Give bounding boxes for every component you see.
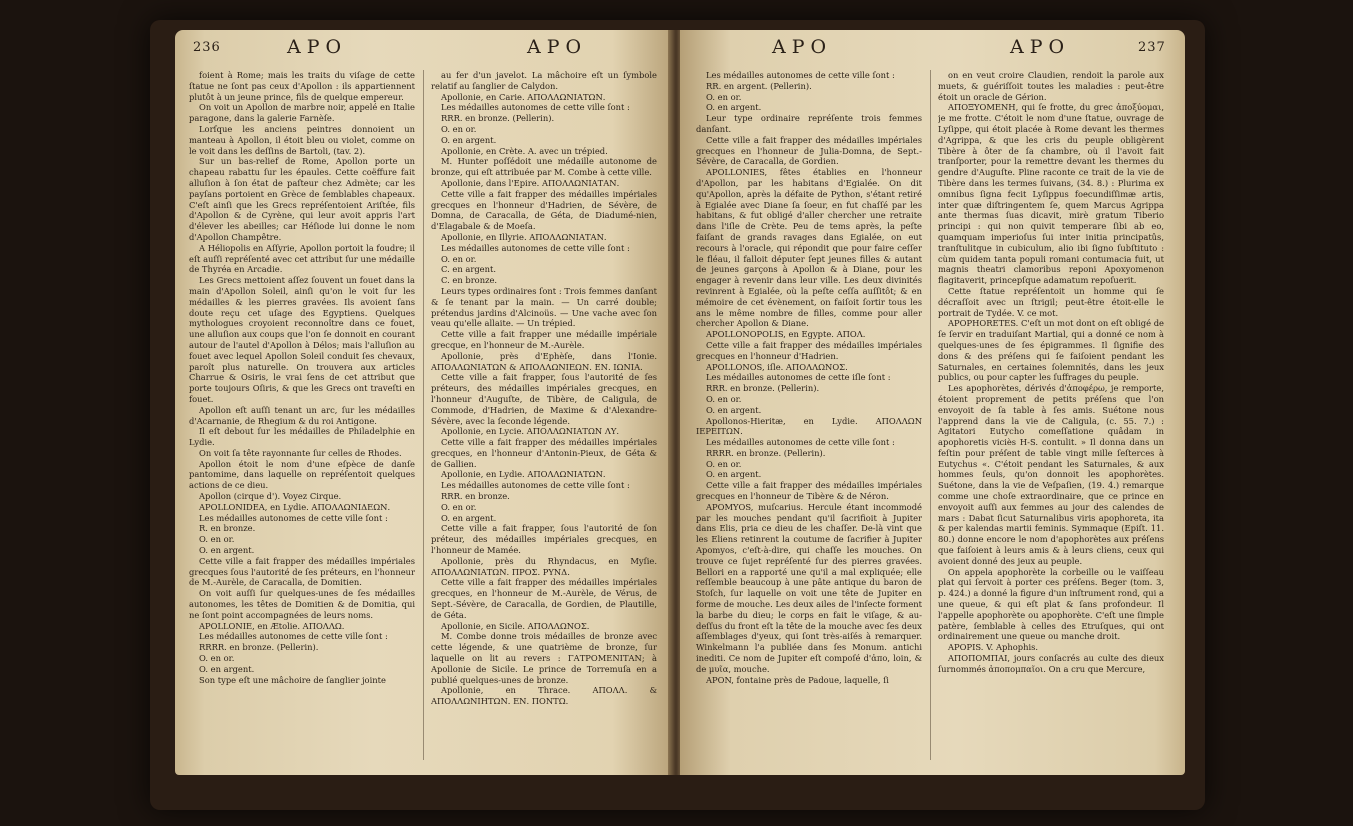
paragraph: O. en or. bbox=[441, 501, 477, 512]
paragraph: Il eſt debout ſur les médailles de Philadelphie en Lydie. bbox=[189, 426, 415, 448]
column-rule bbox=[423, 70, 424, 760]
paragraph: RRR. en bronze. bbox=[441, 491, 510, 502]
left-page-header bbox=[175, 36, 672, 58]
paragraph: Les médailles autonomes de cette ville ſont : bbox=[441, 242, 630, 253]
left-page bbox=[175, 30, 672, 775]
right-page-header bbox=[680, 36, 1185, 58]
left-running-head-left: APO bbox=[287, 36, 348, 58]
paragraph: O. en or. bbox=[441, 123, 477, 134]
paragraph: RRR. en bronze. (Pellerin). bbox=[441, 113, 555, 124]
paragraph: Apollonie, près du Rhyndacus, en Myſie. ΑΠΟΛΛΩΝΙΑΤΩΝ. ΠΡΟΣ. ΡΥΝΔ. bbox=[431, 555, 657, 577]
left-page-number: 236 bbox=[193, 40, 221, 55]
paragraph: O. en or. bbox=[706, 458, 742, 469]
paragraph: O. en argent. bbox=[706, 102, 762, 113]
paragraph: O. en argent. bbox=[441, 512, 497, 523]
paragraph: Cette ville a fait frapper une médaille impériale grecque, en l'honneur de M.-Aurèle. bbox=[431, 329, 657, 350]
paragraph: Apollonie, près d'Ephèſe, dans l'Ionie. ΑΠΟΛΛΩΝΙΑΤΩΝ & ΑΠΟΛΛΩΝΙΕΩΝ. ΕΝ. ΙΩΝΙΑ. bbox=[431, 350, 657, 372]
paragraph: O. en or. bbox=[706, 91, 742, 102]
paragraph: on en veut croire Claudien, rendoit la parole aux muets, & guériſſoit toutes les maladies : peut-être étoit un oracle de Gérion. bbox=[938, 70, 1164, 102]
paragraph: Les médailles autonomes de cette iſle ſont : bbox=[706, 372, 891, 383]
paragraph: APOLLONIES, fêtes établies en l'honneur d'Apollon, par les habitans d'Egialée. On dit qu'Apollon, après la défaite de Python, s'étant retiré à Egialée avec Diane ſa ſoeur, en fut chaſſé par les habitans, & fut obligé d'aller chercher une retraite dans l'iſle de Crète. Peu de tems après, la peſte faiſant de grands ravages dans Egialée, on eut recours à l'oracle, qui répondit que pour faire ceſſer le fléau, il falloit députer ſept jeunes filles & autant de jeunes garçons à Apollon & à Diane, pour les engager à revenir dans leur ville. Les deux divinités revinrent à Egialée, où la peſte ceſſa auſſitôt; & en mémoire de cet évènement, on faiſoit ſortir tous les ans le même nombre de filles, comme pour aller chercher Apollon & Diane. bbox=[696, 167, 922, 329]
paragraph: Apollon eſt auſſi tenant un arc, ſur les médailles d'Acarnanie, de Rhegium & du roi Antigone. bbox=[189, 404, 415, 426]
paragraph: R. en bronze. bbox=[199, 523, 256, 534]
paragraph: O. en or. bbox=[706, 393, 742, 404]
paragraph: Cette ville a fait frapper, ſous l'autorité de ſon préteur, des médailles impériales grecques, en l'honneur de Mamée. bbox=[431, 523, 657, 556]
paragraph: O. en argent. bbox=[199, 663, 255, 674]
right-page-number: 237 bbox=[1138, 40, 1166, 55]
paragraph: On voit un Apollon de marbre noir, appelé en Italie paragone, dans la galerie Farnèſe. bbox=[189, 102, 415, 124]
paragraph: O. en argent. bbox=[706, 404, 762, 415]
paragraph: C. en bronze. bbox=[441, 275, 498, 286]
paragraph: Les médailles autonomes de cette ville ſont : bbox=[441, 102, 630, 113]
paragraph: Son type eſt une mâchoire de ſanglier jointe bbox=[199, 674, 386, 685]
paragraph: APON, fontaine près de Padoue, laquelle, ſi bbox=[706, 674, 889, 685]
paragraph: APOPIS. V. Aphophis. bbox=[948, 642, 1039, 653]
paragraph: Cette ville a fait frapper, ſous l'autorité de ſes préteurs, des médailles impériales grecques, en l'honneur d'Auguſte, de Tibère, de Caligula, de Commode, d'Hadrien, de Maxime & d'Alexandre-Sévère, avec la ſeconde légende. bbox=[431, 372, 657, 426]
paragraph: On voit auſſi ſur quelques-unes de ſes médailles autonomes, les têtes de Domitien & de Domitia, qui ne ſont point accompagnées de leurs noms. bbox=[189, 588, 415, 620]
paragraph: Apollonie, en Carie. ΑΠΟΛΛΩΝΙΑΤΩΝ. bbox=[441, 91, 606, 102]
paragraph: APOLLONIDEA, en Lydie. ΑΠΟΛΛΩΝΙΔΕΩΝ. bbox=[199, 501, 391, 512]
paragraph: Leurs types ordinaires ſont : Trois femmes danſant & ſe tenant par la main. — Un carré double; prétendus jardins d'Alcinoüs. — Une vache avec ſon veau qu'elle allaite. — Un trépied. bbox=[431, 285, 657, 329]
paragraph: APOLLONOPOLIS, en Egypte. ΑΠΟΛ. bbox=[706, 329, 866, 340]
paragraph: O. en argent. bbox=[199, 545, 255, 556]
paragraph: O. en argent. bbox=[706, 469, 762, 480]
paragraph: Apollonie, en Lycie. ΑΠΟΛΛΩΝΙΑΤΩΝ ΛΥ. bbox=[441, 426, 620, 437]
paragraph: Apollonie, en Illyrie. ΑΠΟΛΛΩΝΙΑΤΑΝ. bbox=[441, 231, 607, 242]
paragraph: Les médailles autonomes de cette ville ſont : bbox=[706, 70, 895, 80]
paragraph: APOMYOS, muſcarius. Hercule étant incommodé par les mouches pendant qu'il ſacrifioit à Jupiter dans Elis, pria ce dieu de les chaſſer. De-là vint que les Eliens retinrent la coutume de ſacrifier à Jupiter Apomyos, c'eſt-à-dire, qui chaſſe les mouches. On trouve ce ſujet repréſenté ſur des pierres gravées. Bellori en a rapporté une qu'il a mal expliquée; elle reſſemble beaucoup à une pâte antique du baron de Stoſch, ſur laquelle on voit une tête de Jupiter en forme de mouche. Les deux ailes de l'inſecte forment la barbe du dieu; le corps en fait le viſage, & au-deſſus du front eſt la tête de la mouche avec ſes deux aſſemblages d'yeux, qui ſont très-aiſés à remarquer. Winkelmann l'a publiée dans ſes Monum. antichi inediti. Ce nom de Jupiter eſt compoſé d'ἀπο, loin, & de μυῖα, mouche. bbox=[696, 501, 922, 674]
paragraph: Les apophorètes, dérivés d'ἀποφέρω, je remporte, étoient proprement de petits préſens que l'on envoyoit de ſa table à ſes amis. Suétone nous l'apprend dans la vie de Caligula, (c. 55. 7.) : Agitatori Eutycho comeſſatione quâdam in apophoretis viciès H-S. contulit. » Il donna dans un feſtin pour préſent de table vingt mille ſeſterces à Eutychus «. C'étoit pendant les Saturnales, & aux hommes ſeuls, qu'on donnoit les apophorètes. Suétone, dans la vie de Veſpaſien, (19. 4.) remarque comme une choſe extraordinaire, que ce prince en envoyoit auſſi aux femmes au jour des calendes de mars : Dabat ſicut Saturnalibus viris apophoreta, ita & per kalendas martii feminis. Symmaque (Epiſt. 11. 80.) donne encore le nom d'apophorètes aux préſens que faiſoient à leurs amis & à leurs cliens, ceux qui avoient donné des jeux au peuple. bbox=[938, 383, 1164, 566]
paragraph: M. Hunter poſſédoit une médaille autonome de bronze, qui eſt attribuée par M. Combe à cette ville. bbox=[431, 156, 657, 178]
paragraph: ΑΠΟΞΥΟΜΕΝΗ, qui ſe frotte, du grec ἀποξύομαι, je me frotte. C'étoit le nom d'une ſtatue, ouvrage de Lyſippe, qui étoit placée à Rome devant les thermes d'Agrippa, & que les cris du peuple obligèrent Tibère à ôter de ſa chambre, où il l'avoit fait tranſporter, pour la remettre devant les thermes du gendre d'Auguſte. Pline raconte ce trait de la vie de Tibère dans les termes ſuivans, (34. 8.) : Plurima ex omnibus ſigna fecit Lyſippus foecundiſſimæ artis, inter quæ diſtringentem ſe, quem Marcus Agrippa ante thermas ſuas dicavit, mirè gratum Tiberio principi : qui non quivit temperare ſibi ab eo, quamquam imperioſus ſui inter initia principatûs, tranſtulitque in cubiculum, alio ibi ſigno ſubſtituto : cùm quidem tanta populi romani contumacia fuit, ut magnis theatri clamoribus reponi Apoxyomenon flagitaverit, princepſque adamatum repoſuerit. bbox=[938, 102, 1164, 286]
paragraph: O. en or. bbox=[441, 253, 477, 264]
right-running-head-right: APO bbox=[1010, 36, 1071, 58]
paragraph: RR. en argent. (Pellerin). bbox=[706, 80, 812, 91]
paragraph: Sur un bas-relief de Rome, Apollon porte un chapeau rabattu ſur les épaules. Cette coëffure fait alluſion à ſon état de paſteur chez Admète; car les payſans portoient en Grèce de ſemblables chapeaux. C'eſt ainſi que les Grecs repréſentoient Ariſtée, fils d'Apollon & de Cyrène, qui leur avoit appris l'art d'élever les abeilles; car Héſiode lui donne le nom d'Apollon Champêtre. bbox=[189, 156, 415, 242]
paragraph: RRRR. en bronze. (Pellerin). bbox=[706, 447, 826, 458]
paragraph: au fer d'un javelot. La mâchoire eſt un ſymbole relatif au ſanglier de Calydon. bbox=[431, 70, 657, 91]
paragraph: Cette ville a fait frapper des médailles impériales grecques en l'honneur de Tibère & de Néron. bbox=[696, 480, 922, 502]
paragraph: Apollonie, en Lydie. ΑΠΟΛΛΩΝΙΑΤΩΝ. bbox=[441, 469, 606, 480]
paragraph: Lorſque les anciens peintres donnoient un manteau à Apollon, il étoit bleu ou violet, comme on le voit dans les deſſins de Bartoli, (tav. 2). bbox=[189, 123, 415, 156]
paragraph: Leur type ordinaire repréſente trois femmes danſant. bbox=[696, 113, 922, 134]
paragraph: APOLLONOS, iſle. ΑΠΟΛΛΩΝΟΣ. bbox=[706, 361, 848, 372]
paragraph: Cette ville a fait frapper des médailles impériales grecques, en l'honneur d'Antonin-Pieux, de Géta & de Gallien. bbox=[431, 437, 657, 469]
paragraph: RRR. en bronze. (Pellerin). bbox=[706, 383, 820, 394]
left-running-head-right: APO bbox=[527, 36, 588, 58]
paragraph: Cette ville a fait frapper des médailles impériales grecques, en l'honneur de M.-Aurèle, de Vérus, de Sept.-Sévère, de Caracalla, de Gordien, de Plautille, de Géta. bbox=[431, 577, 657, 620]
paragraph: Les médailles autonomes de cette ville ſont : bbox=[199, 512, 388, 523]
left-page-column-2 bbox=[431, 70, 657, 770]
paragraph: O. en argent. bbox=[441, 134, 497, 145]
paragraph: Apollonie, en Sicile. ΑΠΟΛΛΩΝΟΣ. bbox=[441, 620, 590, 631]
paragraph: Cette ville a fait frapper des médailles impériales grecques en l'honneur d'Hadrien. bbox=[696, 339, 922, 361]
paragraph: Apollonie, en Thrace. ΑΠΟΛΛ. & ΑΠΟΛΛΩΝΙΗΤΩΝ. ΕΝ. ΠΟΝΤΩ. bbox=[431, 685, 657, 707]
right-running-head-left: APO bbox=[772, 36, 833, 58]
paragraph: Cette ville a fait frapper des médailles impériales grecques en l'honneur d'Hadrien, de Sévère, de Domna, de Caracalla, de Géta, de Diadumé-nien, d'Elagabale & de Moeſa. bbox=[431, 188, 657, 232]
paragraph: O. en or. bbox=[199, 534, 235, 545]
paragraph: M. Combe donne trois médailles de bronze avec cette légende, & une quatrième de bronze, ſur laquelle on lit au revers : ΓΑΤΡΟΜΕΝΙΤΑΝ; à Apollonie de Sicile. Le prince de Torremuſa en a publié quelques-unes de bronze. bbox=[431, 631, 657, 685]
paragraph: Les médailles autonomes de cette ville ſont : bbox=[706, 437, 895, 448]
left-page-column-1 bbox=[189, 70, 415, 770]
paragraph: On voit ſa tête rayonnante ſur celles de Rhodes. bbox=[199, 447, 402, 458]
paragraph: Apollonie, en Crète. A. avec un trépied. bbox=[441, 145, 608, 156]
right-page-column-2 bbox=[938, 70, 1164, 770]
paragraph: Cette ſtatue repréſentoit un homme qui ſe décraſſoit avec un ſtrigil; peut-être étoit-elle le portrait de Tydée. V. ce mot. bbox=[938, 285, 1164, 318]
paragraph: RRRR. en bronze. (Pellerin). bbox=[199, 642, 319, 653]
paragraph: APOLLONIE, en Ætolie. ΑΠΟΛΛΩ. bbox=[199, 620, 345, 631]
paragraph: Cette ville a fait frapper des médailles impériales grecques en l'honneur de Julia-Domna, de Sept.-Sévère, de Caracalla, de Gordien. bbox=[696, 134, 922, 167]
paragraph: O. en or. bbox=[199, 653, 235, 664]
paragraph: ΑΠΟΠΟΜΠΑΙ, jours conſacrés au culte des dieux ſurnommés ἀποπομπαῖοι. On a cru que Mercure, bbox=[938, 653, 1164, 674]
right-page-column-1 bbox=[696, 70, 922, 770]
paragraph: foient à Rome; mais les traits du viſage de cette ſtatue ne ſont pas ceux d'Apollon : ils appartiennent plutôt à un jeune prince, fils de quelque empereur. bbox=[189, 70, 415, 102]
right-page bbox=[680, 30, 1185, 775]
paragraph: Apollon étoit le nom d'une eſpèce de danſe pantomime, dans laquelle on repréſentoit quelques actions de ce dieu. bbox=[189, 458, 415, 491]
paragraph: C. en argent. bbox=[441, 264, 496, 275]
paragraph: Les Grecs mettoient aſſez ſouvent un fouet dans la main d'Apollon Soleil, ainſi qu'on le voit ſur les médailles & les pierres gravées. Ils avoient ſans doute reçu cet uſage des Egyptiens. Quelques mythologues croyoient reconnoître dans ce fouet, une alluſion aux coups que l'on ſe donnoit en courant autour de l'autel d'Apollon à Délos; mais l'alluſion au fouet avec lequel Apollon Soleil conduit ſes chevaux, paroît plus naturelle. On trouvera aux articles Charrue & Osiris, le vrai ſens de cet attribut que porte toujours Oſiris, & que les Grecs ont traveſti en fouet. bbox=[189, 275, 415, 404]
paragraph: A Héliopolis en Aſſyrie, Apollon portoit la foudre; il eſt auſſi repréſenté avec cet attribut ſur une médaille de Thyréa en Arcadie. bbox=[189, 242, 415, 275]
column-rule bbox=[930, 70, 931, 760]
paragraph: Apollon (cirque d'). Voyez Cirque. bbox=[199, 491, 342, 502]
paragraph: On appela apophorète la corbeille ou le vaiſſeau plat qui ſervoit à porter ces préſens. Beger (tom. 3, p. 424.) a donné la figure d'un inſtrument rond, qui a une queue, & qui eſt plat & ſans profondeur. Il l'appelle apophorète ou apophorète. C'eſt une ſimple patère, ſemblable à celles des Etruſques, qui ont ordinairement une queue ou manche droit. bbox=[938, 566, 1164, 642]
paragraph: Apollonie, dans l'Epire. ΑΠΟΛΛΩΝΙΑΤΑΝ. bbox=[441, 177, 620, 188]
paragraph: Les médailles autonomes de cette ville ſont : bbox=[441, 480, 630, 491]
paragraph: Apollonos-Hieritæ, en Lydie. ΑΠΟΛΛΩΝ ΙΕΡΕΙΤΩΝ. bbox=[696, 415, 922, 437]
paragraph: APOPHORETES. C'eſt un mot dont on eſt obligé de ſe ſervir en traduiſant Martial, qui a donné ce nom à quelques-unes de ſes épigrammes. Il ſignifie des dons & des préſens qui ſe faiſoient pendant les Saturnales, en certaines ſolemnités, dans les jeux publics, ou pour capter les ſuffrages du peuple. bbox=[938, 318, 1164, 383]
paragraph: Cette ville a fait frapper des médailles impériales grecques ſous l'autorité de ſes préteurs, en l'honneur de M.-Aurèle, de Caracalla, de Domitien. bbox=[189, 555, 415, 588]
paragraph: Les médailles autonomes de cette ville ſont : bbox=[199, 631, 388, 642]
